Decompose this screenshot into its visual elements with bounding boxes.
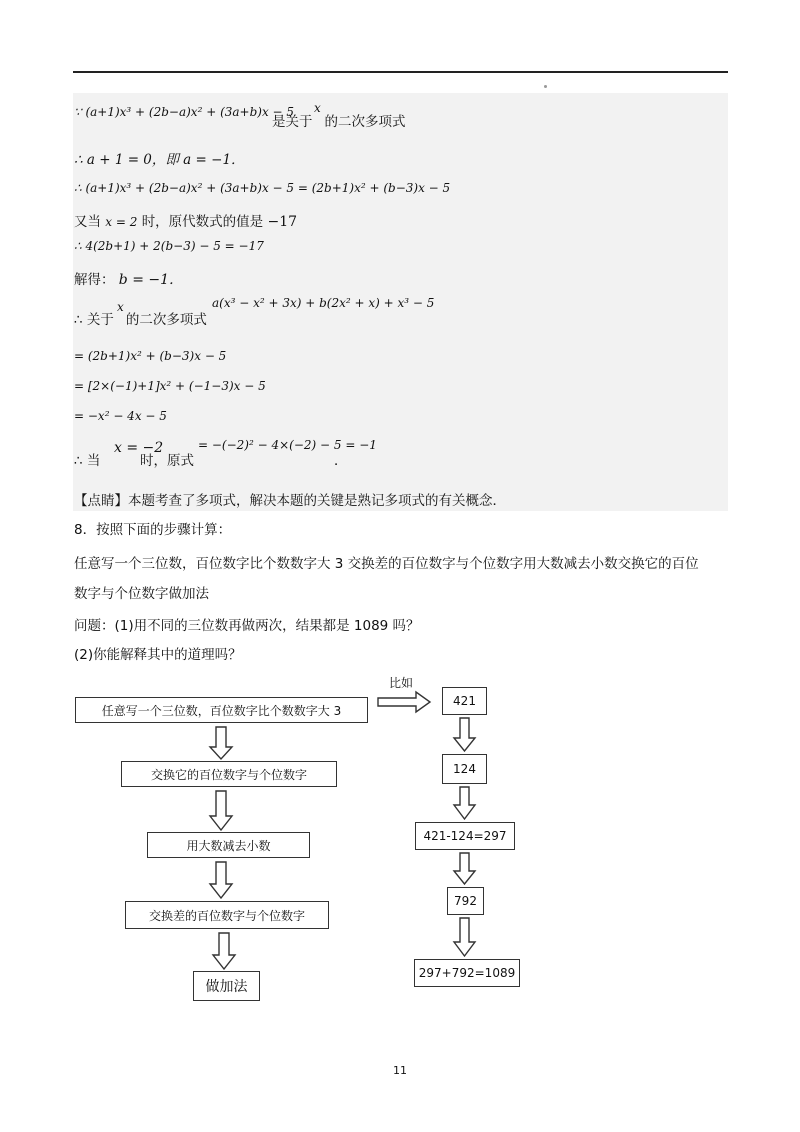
example-box-1: 421 — [442, 687, 487, 715]
flow-step-5: 做加法 — [193, 971, 260, 1001]
math-expression: = −x² − 4x − 5 — [74, 409, 167, 423]
solution-text: 是关于 的二次多项式 — [272, 114, 406, 130]
header-rule — [73, 71, 728, 73]
math-expression: ∴ (a+1)x³ + (2b−a)x² + (3a+b)x − 5 = (2b+1)x² + (b−3)x − 5 — [74, 181, 451, 195]
math-expression: x = −2 — [114, 440, 164, 456]
flow-step-4: 交换差的百位数字与个位数字 — [125, 901, 329, 929]
math-expression: = (2b+1)x² + (b−3)x − 5 — [74, 349, 227, 363]
question-1: 问题：(1)用不同的三位数再做两次，结果都是 1089 吗？ — [74, 618, 420, 634]
right-arrow-icon — [378, 692, 430, 712]
flowchart — [73, 672, 523, 1007]
comment-text: 【点睛】本题考查了多项式，解决本题的关键是熟记多项式的有关概念． — [74, 493, 506, 509]
scan-dot — [544, 85, 547, 88]
math-expression: ∴ a + 1 = 0，即 a = −1． — [74, 152, 245, 168]
solution-text: 解得： — [74, 272, 115, 288]
problem-title: 8．按照下面的步骤计算： — [74, 522, 232, 538]
example-box-2: 124 — [442, 754, 487, 784]
math-expression: = [2×(−1)+1]x² + (−1−3)x − 5 — [74, 379, 266, 393]
example-box-3: 421-124=297 — [415, 822, 515, 850]
down-arrow-icon — [454, 787, 475, 819]
down-arrow-icon — [210, 862, 232, 898]
math-expression: = −(−2)² − 4×(−2) − 5 = −1 — [198, 438, 377, 452]
math-expression: a(x³ − x² + 3x) + b(2x² + x) + x³ − 5 — [212, 296, 435, 310]
solution-line-2 — [74, 148, 245, 168]
solution-text: 时，原代数式的值是 — [141, 214, 264, 230]
solution-text: 又当 — [74, 214, 101, 230]
solution-line-6 — [74, 268, 183, 289]
solution-line-10 — [74, 408, 167, 424]
down-arrow-icon — [454, 853, 475, 884]
down-arrow-icon — [210, 727, 232, 759]
page-number: 11 — [393, 1064, 407, 1077]
problem-description: 任意写一个三位数，百位数字比个数数字大 3 交换差的百位数字与个位数字用大数减去小数交换它的百位 — [74, 556, 699, 572]
solution-text: 时，原式 — [140, 453, 194, 469]
solution-line-5 — [74, 238, 264, 254]
math-value: −17 — [267, 214, 298, 230]
down-arrow-icon — [213, 933, 235, 969]
math-expression: b = −1． — [118, 272, 184, 288]
down-arrow-icon — [454, 918, 475, 956]
example-box-5: 297+792=1089 — [414, 959, 520, 987]
flow-step-1: 任意写一个三位数，百位数字比个数数字大 3 — [75, 697, 368, 723]
math-variable: x — [117, 300, 124, 314]
example-label: 比如 — [389, 676, 414, 690]
problem-description: 数字与个位数字做加法 — [74, 586, 209, 602]
solution-text: ． — [334, 453, 348, 469]
solution-line-8 — [74, 348, 226, 364]
flow-step-2: 交换它的百位数字与个位数字 — [121, 761, 337, 787]
math-expression: ∴ 4(2b+1) + 2(b−3) − 5 = −17 — [74, 239, 264, 253]
solution-line-4 — [74, 210, 297, 230]
example-box-4: 792 — [447, 887, 484, 915]
math-expression: ∵ (a+1)x³ + (2b−a)x² + (3a+b)x − 5 — [74, 105, 295, 119]
down-arrow-icon — [210, 791, 232, 830]
question-2: (2)你能解释其中的道理吗？ — [74, 647, 242, 663]
math-variable: x — [314, 101, 321, 115]
solution-line-3 — [74, 180, 450, 196]
solution-line-9 — [74, 378, 266, 394]
down-arrow-icon — [454, 718, 475, 751]
solution-line-1 — [74, 104, 294, 120]
math-expression: x = 2 — [105, 215, 138, 229]
solution-line-7: ∴ 关于 的二次多项式 — [74, 312, 207, 328]
solution-line-11: ∴ 当 — [74, 453, 101, 469]
flow-step-3: 用大数减去小数 — [147, 832, 310, 858]
